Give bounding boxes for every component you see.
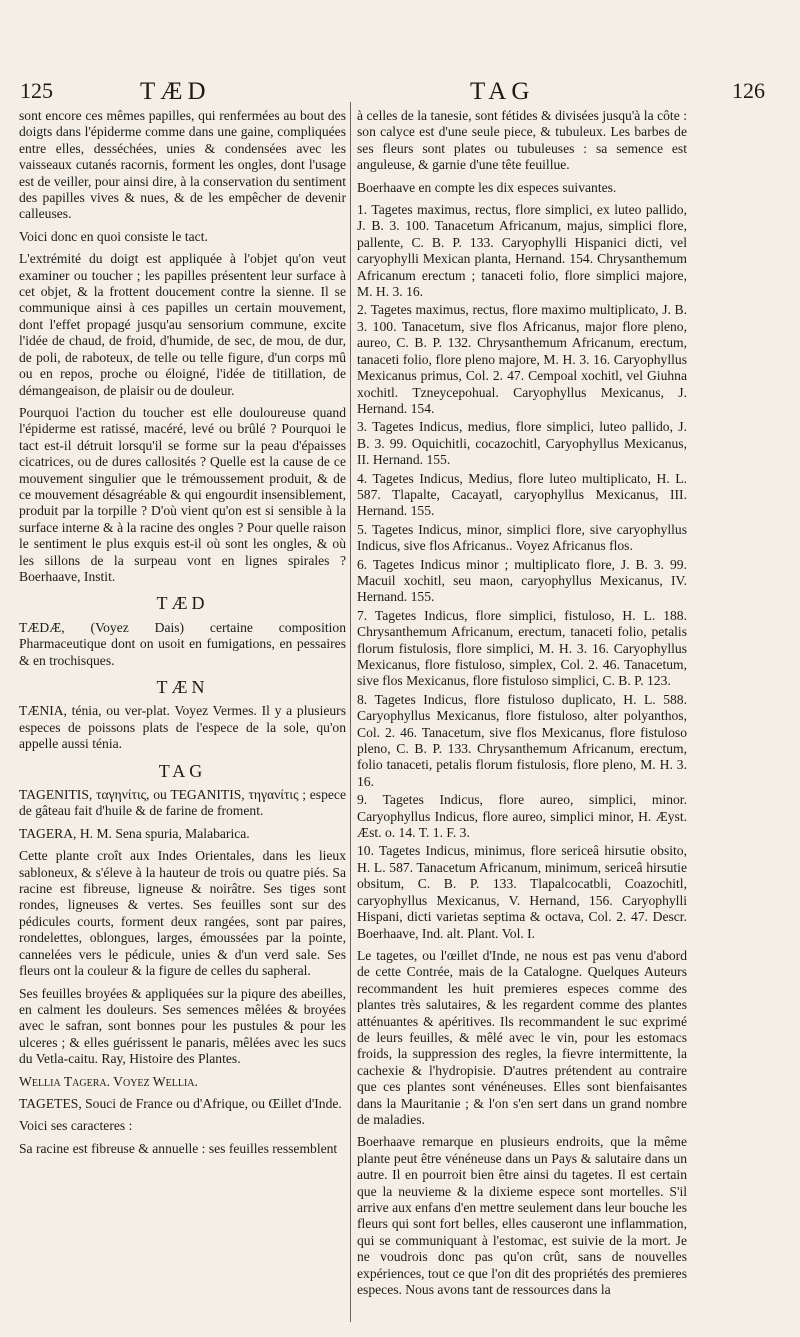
paragraph: Le tagetes, ou l'œillet d'Inde, ne nous est pas venu d'abord de cette Contrée, mais de la Catalogne. Quelques Auteurs recommandent les huit premieres especes comme des plantes très salutaires, & les regardent comme des plantes atténuantes & apéritives. Ils recommandent le suc exprimé de leurs feuilles, & mêlé avec le vin, pour les estomacs froids, la suppression des regles, la fievre intermittente, la cachexie & l'hydropisie. D'autres prétendent au contraire que ces plantes sont vénéneuses. Elles sont bienfaisantes dans la Mauritanie ; & l'on s'en sert dans un grand nombre de maladies.	[357, 947, 687, 1127]
section-heading: TAG	[158, 760, 207, 781]
list-item: 2. Tagetes maximus, rectus, flore maximo multiplicato, J. B. 3. 100. Tanacetum, sive flos Africanus, major flore pleno, aureo, C. B. P. 132. Chrysanthemum Africanum, erectum, tanaceti folio, flore pleno majore, M. H. 3. 16. Caryophyllus Mexicanus primus, Col. 2. 47. Cempoal xochitl, vel Giuhna xochitl. Tzneycepohual. Caryophyllus Mexicanus, J. Hernand. 154.	[357, 302, 687, 416]
paragraph: Cette plante croît aux Indes Orientales, dans les lieux sabloneux, & s'éleve à la hauteur de trois ou quatre piés. Sa racine est fibreuse, ligneuse & noirâtre. Ses tiges sont rondes, ligneuses & vertes. Ses feuilles sont sur des pédicules courts, forment deux rangées, sont par paires, rondelettes, oblongues, larges, émoussées par la pointe, cannelées vers le pédicule, unies & d'un verd sale. Ses fleurs ont la couleur & la figure de celles du sapheral.	[19, 848, 346, 979]
list-item: 7. Tagetes Indicus, flore simplici, fistuloso, H. L. 188. Chrysanthemum Africanum, erectum, tanaceti folio, petalis florum fistulosis, flore simplici, M. H. 3. 16. Caryophyllus Mexicanus, flore fistuloso, simplex, Col. 2. 46. Tanacetum, sive flos Mexicanus, flore fistuloso simplici, C. B. P. 123.	[357, 607, 687, 689]
entry: TÆDÆ, (Voyez Dais) certaine composition Pharmaceutique dont on usoit en fumigations, en pessaires & en trochisques.	[19, 619, 346, 668]
page-number-left: 125	[20, 78, 53, 103]
paragraph: Voici donc en quoi consiste le tact.	[19, 228, 208, 244]
paragraph: sont encore ces mêmes papilles, qui renfermées au bout des doigts dans l'épiderme comme dans une gaine, compliquées entre elles, desséchées, unies & condensées avec les vaisseaux cutanés racornis, forment les ongles, dont l'usage est de veiller, pour ainsi dire, à la conservation du sentiment des papilles vives & nues, & de les empêcher de devenir calleuses.	[19, 108, 346, 222]
running-title-right: TAG	[470, 78, 535, 105]
page-number-right: 126	[732, 78, 765, 103]
list-item: 6. Tagetes Indicus minor ; multiplicato flore, J. B. 3. 99. Macuil xochitl, seu maon, caryophyllus Mexicanus, IV. Hernand. 155.	[357, 556, 687, 605]
list-item: 1. Tagetes maximus, rectus, flore simplici, ex luteo pallido, J. B. 3. 100. Tanacetum Africanum, majus, simplici flore, pallente, C. B. P. 133. Caryophylli Hispanici dicti, vel caryophylli Mexican planta, Hernand. 154. Chrysanthemum Africanum erectum ; tanaceti folio, flore simplici majore, M. H. 3. 16.	[357, 202, 687, 300]
paragraph: Boerhaave en compte les dix especes suivantes.	[357, 179, 617, 195]
entry: TÆNIA, ténia, ou ver-plat. Voyez Vermes. Il y a plusieurs especes de poissons plats de l'espece de la sole, qu'on appelle aussi ténia.	[19, 703, 346, 752]
paragraph: L'extrémité du doigt est appliquée à l'objet qu'on veut examiner ou toucher ; les papilles présentent leur surface à cet objet, & la frottent doucement contre la sienne. Il se communique ainsi à ces papilles un certain mouvement, dont l'effet propagé jusqu'au sensorium commune, excite l'idée de chaud, de froid, d'humide, de sec, de mou, de dur, de poli, de raboteux, de telle ou telle figure, d'un corps mû ou en repos, proche ou éloigné, l'idée de titillation, de démangeaison, de plaisir ou de douleur.	[19, 251, 346, 398]
entry: Wellia Tagera. Voyez Wellia.	[19, 1073, 198, 1089]
paragraph: Pourquoi l'action du toucher est elle douloureuse quand l'épiderme est ratissé, macéré, levé ou brûlé ? Pourquoi le tact est-il détruit lorsqu'il se forme sur la peau d'épaisses cicatrices, ou de dures callosités ? Quelle est la cause de ce mouvement singulier que le trémoussement produit, & de ce mouvement désagréable & qui engourdit insensiblement, produit par la torpille ? D'où vient qu'on est si sensible à la surface interne & à la racine des ongles ? Pour quelle raison le sentiment le plus exquis est-il où sont les ongles, & où les sillons de la surpeau vont en lignes spirales ? Boerhaave, Instit.	[19, 404, 346, 584]
left-column	[19, 108, 346, 1325]
entry: TAGETES, Souci de France ou d'Afrique, ou Œillet d'Inde.	[19, 1095, 342, 1111]
paragraph: à celles de la tanesie, sont fétides & divisées jusqu'à la côte : son calyce est d'une seule piece, & tubuleux. Les barbes de ses fleurs sont plates ou tubuleuses : sa semence est anguleuse, & garnie d'une tête feuillue.	[357, 108, 687, 173]
species-list	[357, 202, 687, 942]
right-column	[357, 108, 687, 1325]
running-title-left: TÆD	[140, 78, 211, 105]
section-heading: TÆN	[156, 677, 209, 697]
paragraph: Boerhaave remarque en plusieurs endroits, que la même plante peut être vénéneuse dans un Pays & salutaire dans un autre. Il en pourroit bien être ainsi du tagetes. Il est certain que la neuvieme & la dixieme espece sont mortelles. S'il arrive aux enfans d'en mettre seulement dans leur bouche les fleurs qui sont fort belles, elles causeront une inflammation, qui se communiquant à l'estomac, est suivie de la mort. Je ne voudrois donc pas qu'on crût, sans de nouvelles expériences, tout ce que l'on dit des propriétés des premieres especes. Nous avons tant de ressources dans la	[357, 1134, 687, 1298]
list-item: 5. Tagetes Indicus, minor, simplici flore, sive caryophyllus Indicus, sive flos Africanus.. Voyez Africanus flos.	[357, 521, 687, 554]
running-head	[0, 78, 800, 110]
list-item: 8. Tagetes Indicus, flore fistuloso duplicato, H. L. 588. Caryophyllus Mexicanus, flore fistuloso, alter polyanthos, Col. 2. 46. Tanacetum, sive flos Mexicanus, flore fistuloso pleno, C. B. P. 133. Chrysanthemum Africanum, erectum, folio tanaceti, petalis florum fistulosis, flore pleno, M. H. 3. 16.	[357, 691, 687, 789]
paragraph: Sa racine est fibreuse & annuelle : ses feuilles ressemblent	[19, 1140, 338, 1156]
entry: TAGENITIS, ταγηνίτις, ou TEGANITIS, τηγανίτις ; espece de gâteau fait d'huile & de farine de froment.	[19, 787, 346, 819]
paragraph: Ses feuilles broyées & appliquées sur la piqure des abeilles, en calment les douleurs. Ses semences mêlées & broyées avec le safran, sont bonnes pour les pustules & pour les ulceres ; & elles guérissent le panaris, mêlées avec les sucs du Vetla-caitu. Ray, Histoire des Plantes.	[19, 985, 346, 1067]
entry: TAGERA, H. M. Sena spuria, Malabarica.	[19, 825, 250, 841]
list-item: 10. Tagetes Indicus, minimus, flore sericeâ hirsutie obsito, H. L. 587. Tanacetum Africanum, minimum, sericeâ hirsutie obsitum, C. B. P. 133. Tlapalcocatbli, Coazochitl, caryophyllus Mexicanus, V. Hernand, 156. Caryophylli Hispani, dicti varietas septima & octava, Col. 2. 47. Descr. Boerhaave, Ind. alt. Plant. Vol. I.	[357, 843, 687, 941]
list-item: 3. Tagetes Indicus, medius, flore simplici, luteo pallido, J. B. 3. 99. Oquichitli, cocazochitl, Caryophyllus Mexicanus, II. Hernand. 155.	[357, 419, 687, 468]
list-item: 9. Tagetes Indicus, flore aureo, simplici, minor. Caryophyllus Indicus, flore aureo, simplici minor, H. Æyst. Æst. o. 14. T. 1. F. 3.	[357, 792, 687, 841]
column-divider	[350, 102, 351, 1322]
list-item: 4. Tagetes Indicus, Medius, flore luteo multiplicato, H. L. 587. Tlapalte, Cacayatl, caryophyllus Mexicanus, III. Hernand. 155.	[357, 470, 687, 519]
section-heading: TÆD	[156, 593, 209, 614]
paragraph: Voici ses caracteres :	[19, 1118, 133, 1134]
